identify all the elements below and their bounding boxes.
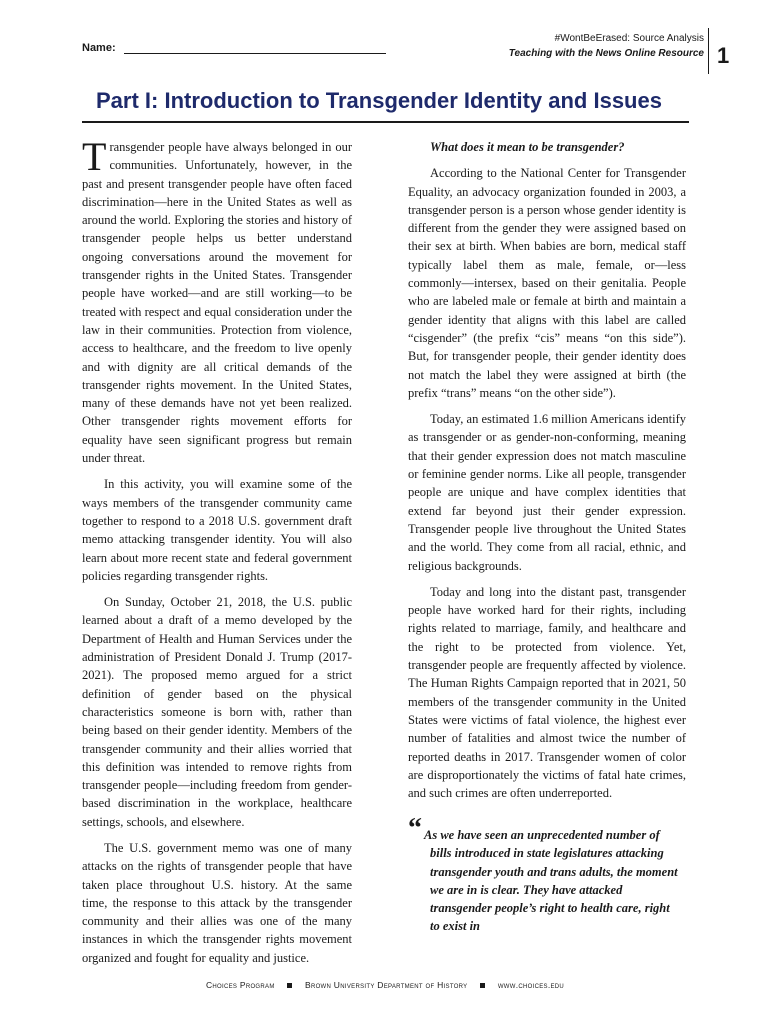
name-label: Name: xyxy=(82,42,116,54)
square-bullet-icon xyxy=(287,983,292,988)
left-column xyxy=(82,134,352,975)
page-number: 1 xyxy=(717,43,730,68)
series-title: #WontBeErased: Source Analysis xyxy=(554,33,704,44)
dropcap: T xyxy=(82,134,107,179)
footer-website[interactable]: www.choices.edu xyxy=(497,980,565,990)
definition-paragraph: According to the National Center for Transgender Equality, an advocacy organization founded in 2003, a transgender person is a person whose gender identity is different from the gender they were assigned based on their sex at birth. When babies are born, medical staff typically label them as male, female, or—less commonly—intersex, based on their genitalia. People who are labeled male or female at birth and maintain a gender identity that aligns with this label are called “cisgender” (the prefix “cis” means “on this side”). But, for transgender people, their gender identity does not match the label they were assigned at birth (the prefix “trans” means “on the other side”). xyxy=(408,166,686,400)
memo-paragraph: On Sunday, October 21, 2018, the U.S. public learned about a draft of a memo developed by the Department of Health and Human Services under the administration of President Donald J. Trump (2017-2021). The proposed memo argued for a strict definition of gender based on the physical characteristics someone is born with, rather than being based on their gender identity. Members of the transgender community and their allies worried that this definition was intended to remove rights from transgender people—including freedom from gender-based discrimination in the workplace, healthcare settings, schools, and elsewhere. xyxy=(82,595,352,829)
header-divider xyxy=(708,28,709,74)
footer-program: Choices Program xyxy=(205,980,275,990)
square-bullet-icon xyxy=(480,983,485,988)
intro-text: ransgender people have always belonged in our communities. Unfortunately, however, in the past and present transgender people have often faced discrimination—here in the United States as well as around the world. Exploring the stories and history of transgender people helps us better understand ongoing conversations around the movement for transgender rights in the United States. Transgender people have worked—and are still working—to be treated with respect and equal consideration under the law in their communities. Protection from violence, access to healthcare, and the freedom to live openly and with dignity are all critical demands of the transgender rights movement. In the United States, many of these demands have not yet been realized. Other transgender rights movement efforts for equality have seen significant progress but remain under threat. xyxy=(82,140,352,466)
rights-paragraph: Today and long into the distant past, transgender people have worked hard for their rights, including rights related to marriage, family, and healthcare and the right to be protected from violence. Yet, transgender people are frequently affected by violence. The Human Rights Campaign reported that in 2021, 50 members of the transgender community in the United States were victims of fatal violence, the highest ever number of fatalities and almost twice the number of reported deaths in 2017. Transgender women of color are disproportionately the victims of fatal hate crimes, and such crimes are often underreported. xyxy=(408,584,686,801)
response-paragraph: The U.S. government memo was one of many attacks on the rights of transgender people that have taken place throughout U.S. history. At the same time, the response to this attack by the transgender community and their allies was one of the many instances in which the transgender rights movement organized and fought for equality and justice. xyxy=(82,840,352,965)
page-title: Part I: Introduction to Transgender Identity and Issues xyxy=(96,88,662,113)
population-paragraph: Today, an estimated 1.6 million Americans identify as transgender or as gender-non-conforming, meaning that their gender expression does not match masculine or feminine gender norms. Like all people, transgender people are unique and have complex identities that extend far beyond just their gender expression. Transgender people live throughout the United States and the world. They come from all racial, ethnic, and religious backgrounds. xyxy=(408,412,686,573)
right-column xyxy=(408,138,686,810)
footer-department: Brown University Department of History xyxy=(304,980,468,990)
footer xyxy=(0,980,770,990)
title-rule xyxy=(82,121,689,123)
quote-mark-icon: “ xyxy=(408,813,422,844)
pull-quote xyxy=(408,813,678,936)
resource-title: Teaching with the News Online Resource xyxy=(508,48,704,59)
activity-paragraph: In this activity, you will examine some of the ways members of the transgender community came together to respond to a 2018 U.S. government draft memo attacking transgender identity. You will also learn about more recent state and federal government policies regarding transgender rights. xyxy=(82,477,352,583)
section-subheading: What does it mean to be transgender? xyxy=(430,140,625,154)
name-line xyxy=(124,53,386,54)
intro-paragraph xyxy=(82,134,352,467)
quote-text: As we have seen an unprecedented number of bills introduced in state legislatures attacking transgender youth and trans adults, the moment we are in is clear. They have attacked transgender people’s right to health care, right to exist in xyxy=(424,828,678,934)
header-right xyxy=(509,31,704,61)
